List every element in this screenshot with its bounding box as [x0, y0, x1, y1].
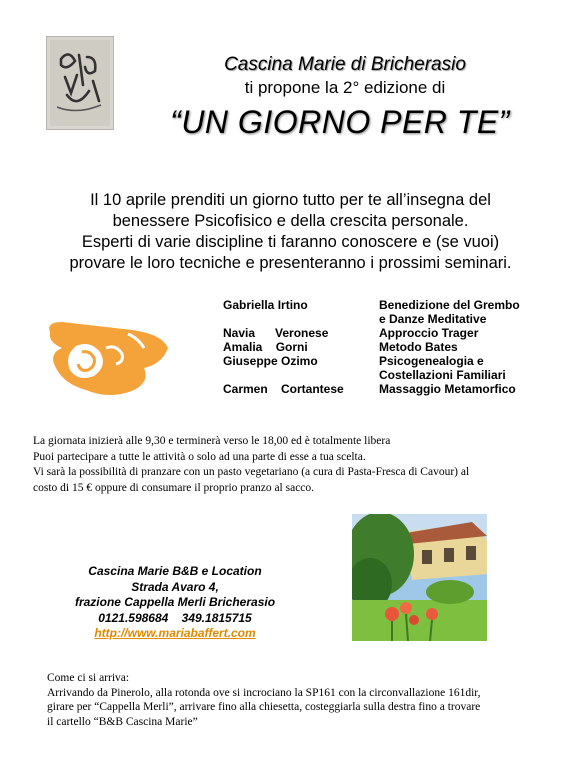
cascina-logo [46, 36, 114, 130]
info-line: Vi sarà la possibilità di pranzare con un pasto vegetariano (a cura di Pasta-Fresca di Cavour) al [33, 466, 470, 478]
expert-discipline: Psicogenealogia e [379, 354, 484, 368]
expert-name: Giuseppe Ozimo [223, 354, 318, 368]
intro-line: provare le loro tecniche e presenteranno i prossimi seminari. [69, 254, 512, 272]
intro-line: benessere Psicofisico e della crescita personale. [112, 212, 469, 230]
directions-line: Arrivando da Pinerolo, alla rotonda ove si incrociano la SP161 con la circonvallazione 161dir, [47, 686, 481, 699]
venue-address [40, 564, 310, 642]
expert-row [223, 312, 563, 326]
website-link[interactable]: http://www.mariabaffert.com [94, 626, 256, 640]
venue-phones: 0121.598684 349.1815715 [98, 610, 252, 625]
event-title: “UN GIORNO PER TE” [170, 104, 510, 140]
cornucopia-icon [42, 318, 172, 400]
venue-street: Strada Avaro 4, [131, 579, 219, 594]
directions-heading: Come ci si arriva: [47, 672, 130, 684]
info-line: La giornata inizierà alle 9,30 e terminerà verso le 18,00 ed è totalmente libera [33, 435, 391, 447]
expert-name: Amalia Gorni [223, 340, 308, 354]
expert-row [223, 340, 563, 354]
info-line: Puoi partecipare a tutte le attività o solo ad una parte di esse a tua scelta. [33, 450, 366, 463]
directions-line: il cartello “B&B Cascina Marie” [47, 715, 198, 728]
expert-name: Navia Veronese [223, 326, 329, 340]
expert-row [223, 382, 563, 396]
intro-line: Il 10 aprile prenditi un giorno tutto per te all’insegna del [90, 191, 491, 209]
edition-subtitle: ti propone la 2° edizione di [244, 78, 446, 97]
venue-photo [352, 514, 487, 641]
venue-name: Cascina Marie B&B e Location [88, 564, 262, 578]
venue-locality: frazione Cappella Merli Bricherasio [74, 595, 276, 609]
event-info [33, 434, 553, 496]
expert-discipline: e Danze Meditative [379, 312, 487, 326]
experts-list [223, 298, 563, 396]
expert-row [223, 326, 563, 340]
expert-discipline: Benedizione del Grembo [379, 298, 520, 312]
directions-line: girare per “Cappella Merli”, arrivare fino alla chiesetta, costeggiarla sulla destra fino a trovare [47, 701, 481, 713]
intro-line: Esperti di varie discipline ti faranno conoscere e (se vuoi) [81, 233, 500, 251]
expert-name: Gabriella Irtino [223, 298, 308, 312]
expert-row [223, 368, 563, 382]
organizer-title: Cascina Marie di Bricherasio [224, 54, 466, 75]
expert-name: Carmen Cortantese [223, 382, 344, 396]
expert-discipline: Costellazioni Familiari [379, 368, 506, 382]
expert-discipline: Approccio Trager [379, 326, 479, 340]
directions [47, 671, 567, 729]
expert-row [223, 354, 563, 368]
expert-row [223, 298, 563, 312]
expert-discipline: Metodo Bates [379, 340, 458, 354]
info-line: costo di 15 € oppure di consumare il proprio pranzo al sacco. [33, 481, 315, 494]
intro-text [20, 190, 561, 274]
expert-discipline: Massaggio Metamorfico [379, 382, 516, 396]
